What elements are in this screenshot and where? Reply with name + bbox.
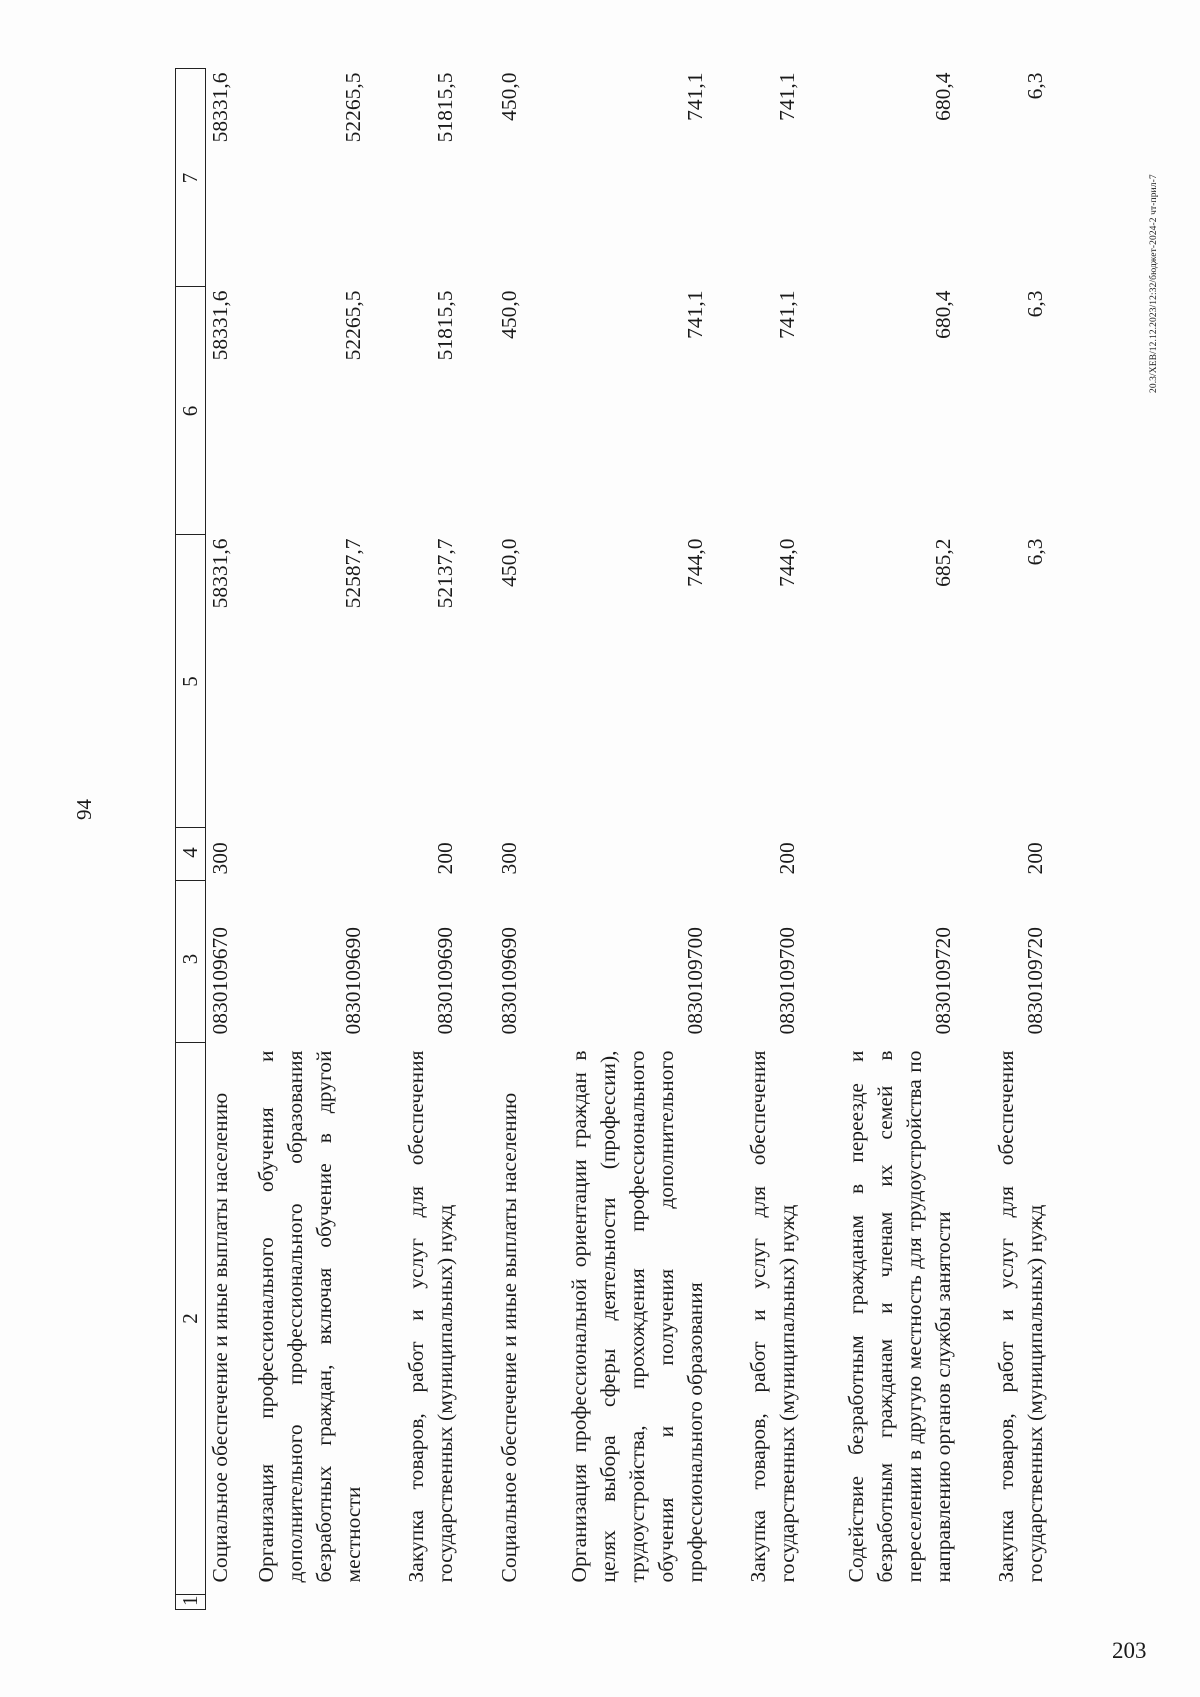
row-name: Содействие безработным гражданам в переезде и безработным гражданам и членам их семей в переселении в другую местность для трудоустройства по направлению органов службы занятости bbox=[844, 1050, 955, 1583]
scan-page-number: 203 bbox=[1112, 1638, 1147, 1663]
row-value-6: 741,1 bbox=[683, 290, 707, 339]
table-header-row bbox=[176, 69, 206, 1610]
table-row bbox=[460, 69, 524, 1610]
row-type: 200 bbox=[1023, 842, 1047, 875]
row-value-5: 52587,7 bbox=[341, 538, 365, 609]
row-value-7: 680,4 bbox=[931, 72, 955, 121]
column-header-5: 5 bbox=[176, 535, 206, 828]
row-value-6: 680,4 bbox=[931, 290, 955, 339]
row-code: 0830109670 bbox=[208, 927, 232, 1035]
column-header-4: 4 bbox=[176, 828, 206, 881]
row-value-7: 52265,5 bbox=[341, 72, 365, 143]
row-type: 200 bbox=[775, 842, 799, 875]
row-indent-cell bbox=[240, 1595, 368, 1610]
table-row bbox=[206, 69, 241, 1610]
footer-stamp: 20.3/XEB/12.12.2023/12:32/бюджет-2024-2 чт-прил-7 bbox=[1149, 174, 1159, 393]
row-value-6: 58331,6 bbox=[208, 290, 232, 361]
row-code: 0830109700 bbox=[775, 927, 799, 1035]
row-value-7: 741,1 bbox=[775, 72, 799, 121]
row-code: 0830109720 bbox=[931, 927, 955, 1035]
row-value-6: 52265,5 bbox=[341, 290, 365, 361]
row-value-6: 6,3 bbox=[1023, 290, 1047, 318]
row-type bbox=[802, 828, 958, 881]
row-value-6: 450,0 bbox=[497, 290, 521, 339]
column-header-2: 2 bbox=[176, 1043, 206, 1595]
row-name: Закупка товаров, работ и услуг для обеспечения государственных (муниципальных) нужд bbox=[746, 1050, 799, 1583]
row-value-5: 58331,6 bbox=[208, 538, 232, 609]
row-value-5: 450,0 bbox=[497, 538, 521, 587]
row-code: 0830109690 bbox=[433, 927, 457, 1035]
row-code: 0830109720 bbox=[1023, 927, 1047, 1035]
row-name: Социальное обеспечение и иные выплаты населению bbox=[497, 1092, 521, 1583]
row-value-5: 6,3 bbox=[1023, 538, 1047, 566]
row-type: 200 bbox=[433, 842, 457, 875]
row-value-7: 741,1 bbox=[683, 72, 707, 121]
row-name: Организация профессионального обучения и дополнительного профессионального образования безработных граждан, включая обучение в другой местности bbox=[254, 1050, 365, 1583]
row-value-5: 685,2 bbox=[931, 538, 955, 587]
row-value-7: 450,0 bbox=[497, 72, 521, 121]
table-row bbox=[958, 69, 1050, 1610]
row-indent-cell bbox=[368, 1595, 460, 1610]
row-indent-cell bbox=[802, 1595, 958, 1610]
table-row bbox=[240, 69, 368, 1610]
column-header-7: 7 bbox=[176, 69, 206, 287]
row-value-5: 744,0 bbox=[775, 538, 799, 587]
row-value-7: 51815,5 bbox=[433, 72, 457, 143]
table-row bbox=[368, 69, 460, 1610]
table-row bbox=[802, 69, 958, 1610]
row-type bbox=[240, 828, 368, 881]
row-value-7: 58331,6 bbox=[208, 72, 232, 143]
budget-table bbox=[175, 68, 1050, 1610]
row-name: Закупка товаров, работ и услуг для обеспечения государственных (муниципальных) нужд bbox=[404, 1050, 457, 1583]
row-type bbox=[524, 828, 710, 881]
column-header-6: 6 bbox=[176, 287, 206, 535]
row-indent-cell bbox=[524, 1595, 710, 1610]
table-row bbox=[710, 69, 802, 1610]
table-row bbox=[524, 69, 710, 1610]
row-name: Организация профессиональной ориентации граждан в целях выбора сферы деятельности (профессии), трудоустройства, прохождения профессионального обучения и получения дополнительного профессионального образования bbox=[567, 1050, 707, 1583]
row-value-6: 741,1 bbox=[775, 290, 799, 339]
row-value-5: 52137,7 bbox=[433, 538, 457, 609]
row-type: 300 bbox=[497, 842, 521, 875]
column-header-3: 3 bbox=[176, 881, 206, 1043]
page-number: 94 bbox=[72, 799, 96, 820]
row-value-7: 6,3 bbox=[1023, 72, 1047, 100]
row-indent-cell bbox=[460, 1595, 524, 1610]
row-value-6: 51815,5 bbox=[433, 290, 457, 361]
row-code: 0830109690 bbox=[341, 927, 365, 1035]
row-value-5: 744,0 bbox=[683, 538, 707, 587]
row-name: Закупка товаров, работ и услуг для обеспечения государственных (муниципальных) нужд bbox=[994, 1050, 1047, 1583]
row-code: 0830109690 bbox=[497, 927, 521, 1035]
row-type: 300 bbox=[208, 842, 232, 875]
row-name: Социальное обеспечение и иные выплаты населению bbox=[208, 1092, 232, 1583]
row-indent-cell bbox=[710, 1595, 802, 1610]
row-indent-cell bbox=[958, 1595, 1050, 1610]
row-indent-cell bbox=[206, 1595, 241, 1610]
column-header-1: 1 bbox=[176, 1595, 206, 1610]
row-code: 0830109700 bbox=[683, 927, 707, 1035]
